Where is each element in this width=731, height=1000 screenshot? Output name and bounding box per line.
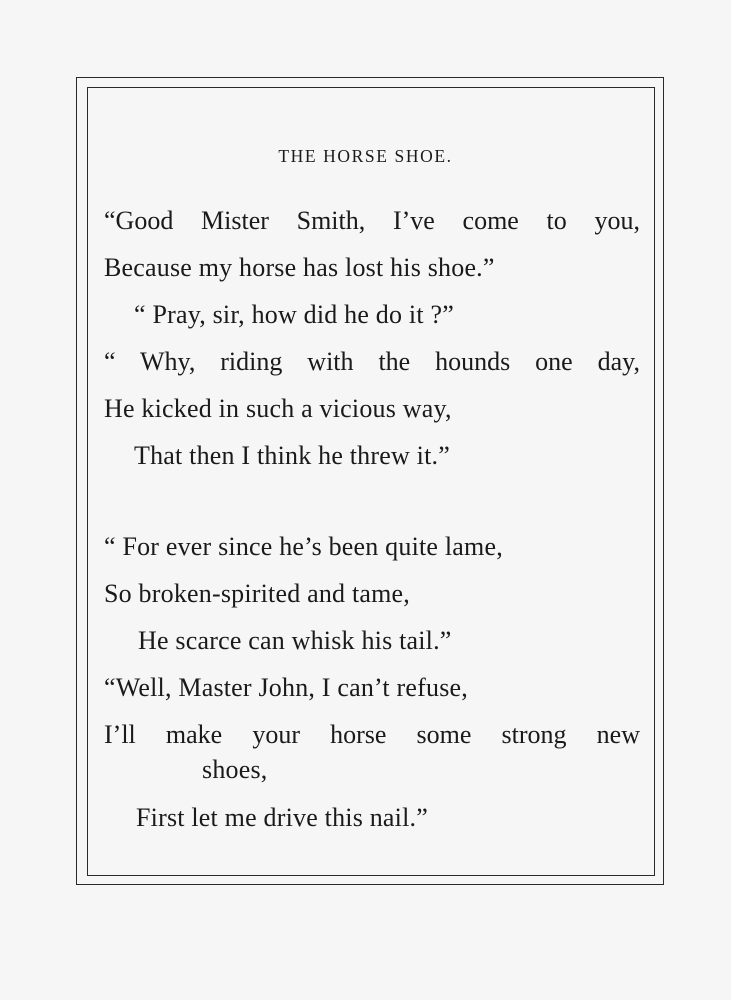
poem-line-11: I’ll make your horse some strong new <box>104 720 640 749</box>
poem-line-9: He scarce can whisk his tail.” <box>138 626 452 655</box>
poem-line-12: First let me drive this nail.” <box>136 803 428 832</box>
poem-line-10: “Well, Master John, I can’t refuse, <box>104 673 468 702</box>
poem-line-8: So broken-spirited and tame, <box>104 579 410 608</box>
poem-line-5: He kicked in such a vicious way, <box>104 394 452 423</box>
poem-line-1: “Good Mister Smith, I’ve come to you, <box>104 206 640 235</box>
poem-line-4: “ Why, riding with the hounds one day, <box>104 347 640 376</box>
poem-line-11-continuation: shoes, <box>202 755 268 784</box>
poem-line-6: That then I think he threw it.” <box>134 441 450 470</box>
poem-title: THE HORSE SHOE. <box>278 146 453 166</box>
poem-line-7: “ For ever since he’s been quite lame, <box>104 532 503 561</box>
poem-line-3: “ Pray, sir, how did he do it ?” <box>134 300 454 329</box>
poem-line-2: Because my horse has lost his shoe.” <box>104 253 495 282</box>
